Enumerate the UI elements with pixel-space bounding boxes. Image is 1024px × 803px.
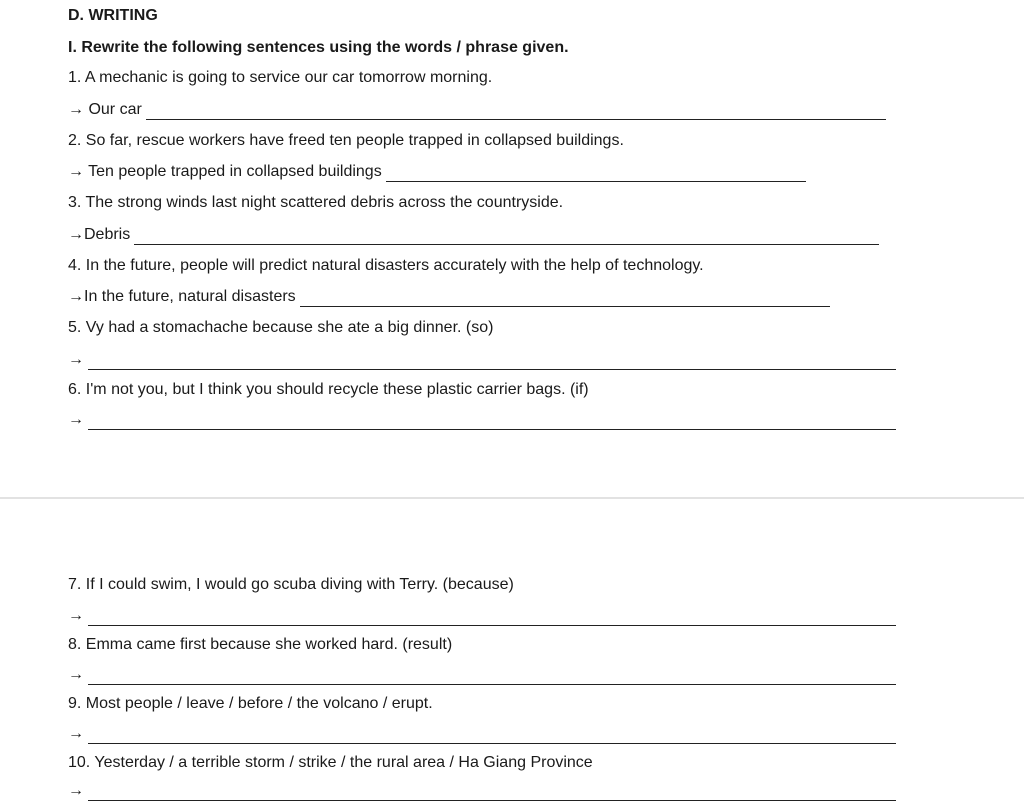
- answer-lead-7: →: [68, 607, 84, 624]
- question-2: 2. So far, rescue workers have freed ten people trapped in collapsed buildings.: [68, 132, 624, 149]
- question-3: 3. The strong winds last night scattered debris across the countryside.: [68, 194, 564, 211]
- answer-line-8[interactable]: [68, 665, 896, 685]
- answer-blank-5[interactable]: [88, 353, 896, 370]
- question-1: 1. A mechanic is going to service our car tomorrow morning.: [68, 69, 493, 86]
- answer-blank-7[interactable]: [88, 609, 896, 626]
- answer-lead-4: →In the future, natural disasters: [68, 288, 296, 305]
- answer-line-3[interactable]: [68, 225, 879, 245]
- answer-lead-10: →: [68, 782, 84, 799]
- question-6: 6. I'm not you, but I think you should recycle these plastic carrier bags. (if): [68, 381, 589, 398]
- question-10: 10. Yesterday / a terrible storm / strike / the rural area / Ha Giang Province: [68, 754, 593, 771]
- answer-blank-10[interactable]: [88, 784, 896, 801]
- question-8: 8. Emma came first because she worked hard. (result): [68, 636, 453, 653]
- answer-line-7[interactable]: [68, 606, 896, 626]
- question-5: 5. Vy had a stomachache because she ate a big dinner. (so): [68, 319, 494, 336]
- answer-line-6[interactable]: [68, 410, 896, 430]
- answer-line-2[interactable]: [68, 162, 806, 182]
- answer-lead-1: → Our car: [68, 101, 142, 118]
- answer-lead-3: →Debris: [68, 226, 131, 243]
- question-4: 4. In the future, people will predict natural disasters accurately with the help of technology.: [68, 257, 704, 274]
- answer-line-1[interactable]: [68, 100, 886, 120]
- answer-lead-9: →: [68, 725, 84, 742]
- answer-line-5[interactable]: [68, 350, 896, 370]
- answer-lead-5: →: [68, 351, 84, 368]
- answer-blank-8[interactable]: [88, 668, 896, 685]
- answer-line-10[interactable]: [68, 781, 896, 801]
- page-divider: [0, 497, 1024, 499]
- answer-blank-9[interactable]: [88, 727, 896, 744]
- question-7: 7. If I could swim, I would go scuba diving with Terry. (because): [68, 576, 514, 593]
- answer-blank-3[interactable]: [134, 228, 879, 245]
- answer-line-4[interactable]: [68, 287, 830, 307]
- answer-blank-1[interactable]: [146, 103, 886, 120]
- answer-blank-6[interactable]: [88, 413, 896, 430]
- answer-blank-2[interactable]: [386, 165, 806, 182]
- section-heading: D. WRITING: [68, 7, 158, 24]
- answer-lead-2: → Ten people trapped in collapsed buildings: [68, 163, 382, 180]
- answer-line-9[interactable]: [68, 724, 896, 744]
- instruction-heading: I. Rewrite the following sentences using the words / phrase given.: [68, 39, 569, 56]
- answer-blank-4[interactable]: [300, 290, 830, 307]
- question-9: 9. Most people / leave / before / the volcano / erupt.: [68, 695, 433, 712]
- answer-lead-6: →: [68, 411, 84, 428]
- answer-lead-8: →: [68, 666, 84, 683]
